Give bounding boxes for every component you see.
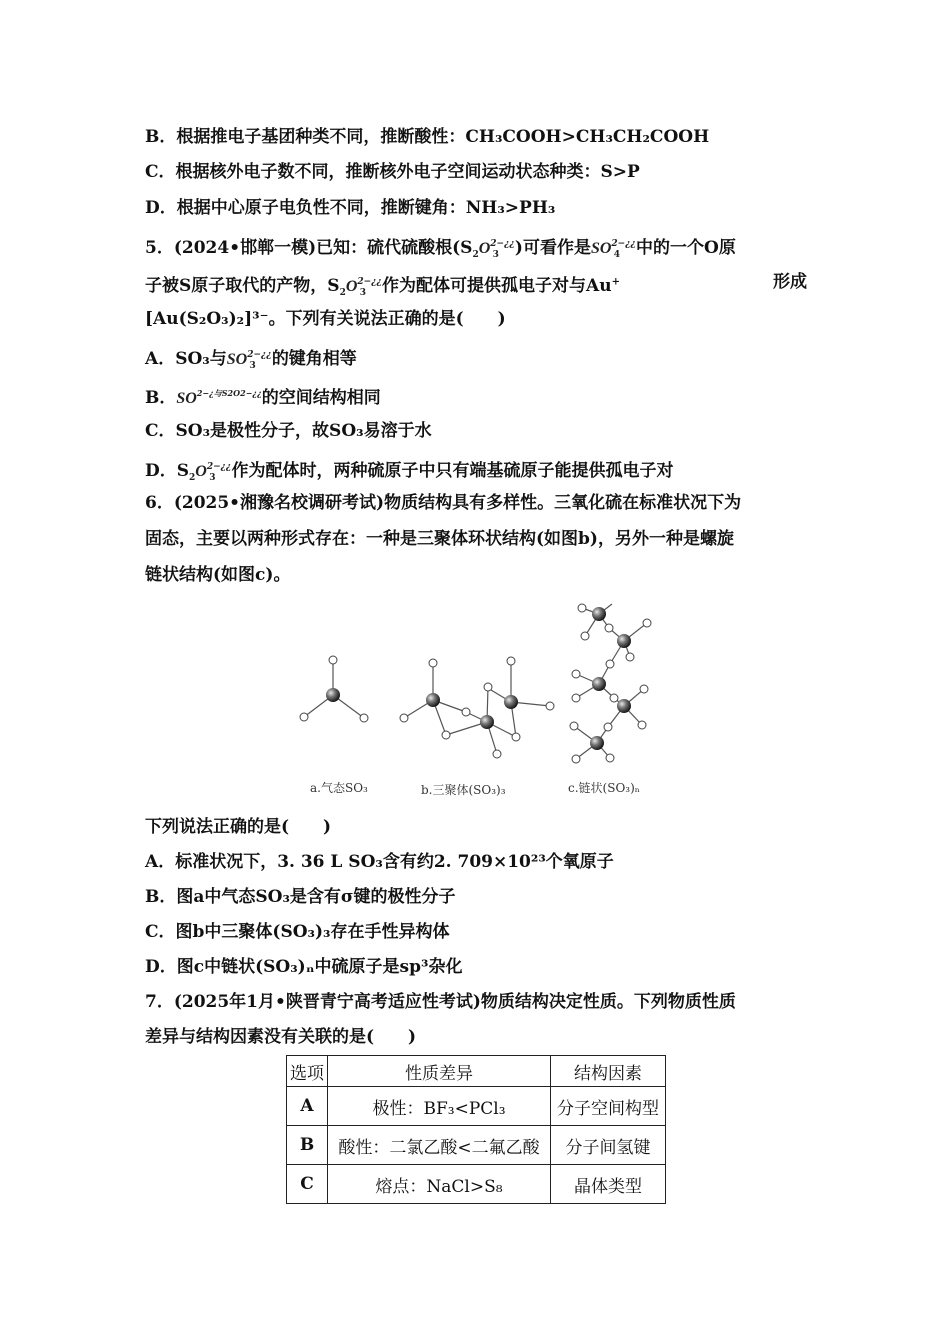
table-cell: 酸性：二氯乙酸<二氟乙酸 xyxy=(328,1126,551,1165)
table-row xyxy=(287,1126,666,1165)
q4-option-b: B．根据推电子基团种类不同，推断酸性：CH₃COOH>CH₃CH₂COOH xyxy=(145,127,710,147)
q7-stem-line1: 7．(2025年1月•陕晋青宁高考适应性考试)物质结构决定性质。下列物质性质 xyxy=(145,992,736,1012)
table-cell: B xyxy=(287,1126,328,1165)
table-row xyxy=(287,1087,666,1126)
q4-option-c: C．根据核外电子数不同，推断核外电子空间运动状态种类：S>P xyxy=(145,162,640,182)
caption-b: b.三聚体(SO₃)₃ xyxy=(421,783,506,797)
q5-stem-line1: 5．(2024•邯郸一模)已知：硫代硫酸根($S_2O^{2-¿¿}_3$ )可看作是$SO^{2-¿¿}_4$ 中的一个O原 xyxy=(145,238,736,260)
table-header-cell: 结构因素 xyxy=(551,1056,666,1087)
so3-structures-figure xyxy=(290,598,660,803)
q6-stem-line2: 固态，主要以两种形式存在：一种是三聚体环状结构(如图b)，另外一种是螺旋 xyxy=(145,529,734,549)
q5-option-d: D．$S_2O^{2-¿¿}_3$ 作为配体时，两种硫原子中只有端基硫原子能提供孤电子对 xyxy=(145,461,674,483)
table-cell: 极性：BF₃<PCl₃ xyxy=(328,1087,551,1126)
table-row xyxy=(287,1165,666,1204)
q7-stem-line2: 差异与结构因素没有关联的是( ) xyxy=(145,1027,417,1047)
q6-question: 下列说法正确的是( ) xyxy=(145,817,332,837)
q6-option-c: C．图b中三聚体(SO₃)₃存在手性异构体 xyxy=(145,922,450,942)
table-cell: 分子空间构型 xyxy=(551,1087,666,1126)
q5-stem-line2: 子被S原子取代的产物，$S_2O^{2-¿¿}_3$ 作为配体可提供孤电子对与Au+ 形成 xyxy=(145,272,807,298)
ion-so4: SO xyxy=(590,240,612,257)
q7-options-table xyxy=(286,1055,666,1204)
q5-option-b: B．$SO^{2-¿与S2O2-¿¿}$的空间结构相同 xyxy=(145,388,381,408)
structure-diagram xyxy=(290,598,660,803)
q5-stem-line3: [Au(S₂O₃)₂]³⁻。下列有关说法正确的是( ) xyxy=(145,309,506,329)
q5-option-a: A．SO₃与$SO^{2-¿¿}_3$ 的键角相等 xyxy=(145,349,357,371)
q5-option-c: C．SO₃是极性分子，故SO₃易溶于水 xyxy=(145,421,432,441)
table-header-cell: 性质差异 xyxy=(328,1056,551,1087)
q4-option-d: D．根据中心原子电负性不同，推断键角：NH₃>PH₃ xyxy=(145,198,556,218)
caption-c: c.链状(SO₃)ₙ xyxy=(568,781,640,795)
table-cell: 分子间氢键 xyxy=(551,1126,666,1165)
q5-stem-a: 已知：硫代硫酸根(S xyxy=(316,238,473,258)
q6-option-a: A．标准状况下，3. 36 L SO₃含有约2. 709×10²³个氧原子 xyxy=(145,852,614,872)
ion-o3: O xyxy=(478,240,491,257)
table-cell: C xyxy=(287,1165,328,1204)
q5-source: (2024•邯郸一模) xyxy=(173,238,317,258)
q6-stem-line3: 链状结构(如图c)。 xyxy=(145,565,291,585)
q6-option-b: B．图a中气态SO₃是含有σ键的极性分子 xyxy=(145,887,456,907)
q6-stem-line1: 6．(2025•湘豫名校调研考试)物质结构具有多样性。三氧化硫在标准状况下为 xyxy=(145,493,742,513)
q6-option-d: D．图c中链状(SO₃)ₙ中硫原子是sp³杂化 xyxy=(145,957,463,977)
table-cell: 晶体类型 xyxy=(551,1165,666,1204)
table-cell: A xyxy=(287,1087,328,1126)
table-cell: 熔点：NaCl>S₈ xyxy=(328,1165,551,1204)
table-header-row xyxy=(287,1056,666,1087)
table-header-cell: 选项 xyxy=(287,1056,328,1087)
q5-number: 5． xyxy=(145,238,174,258)
caption-a: a.气态SO₃ xyxy=(310,781,368,795)
